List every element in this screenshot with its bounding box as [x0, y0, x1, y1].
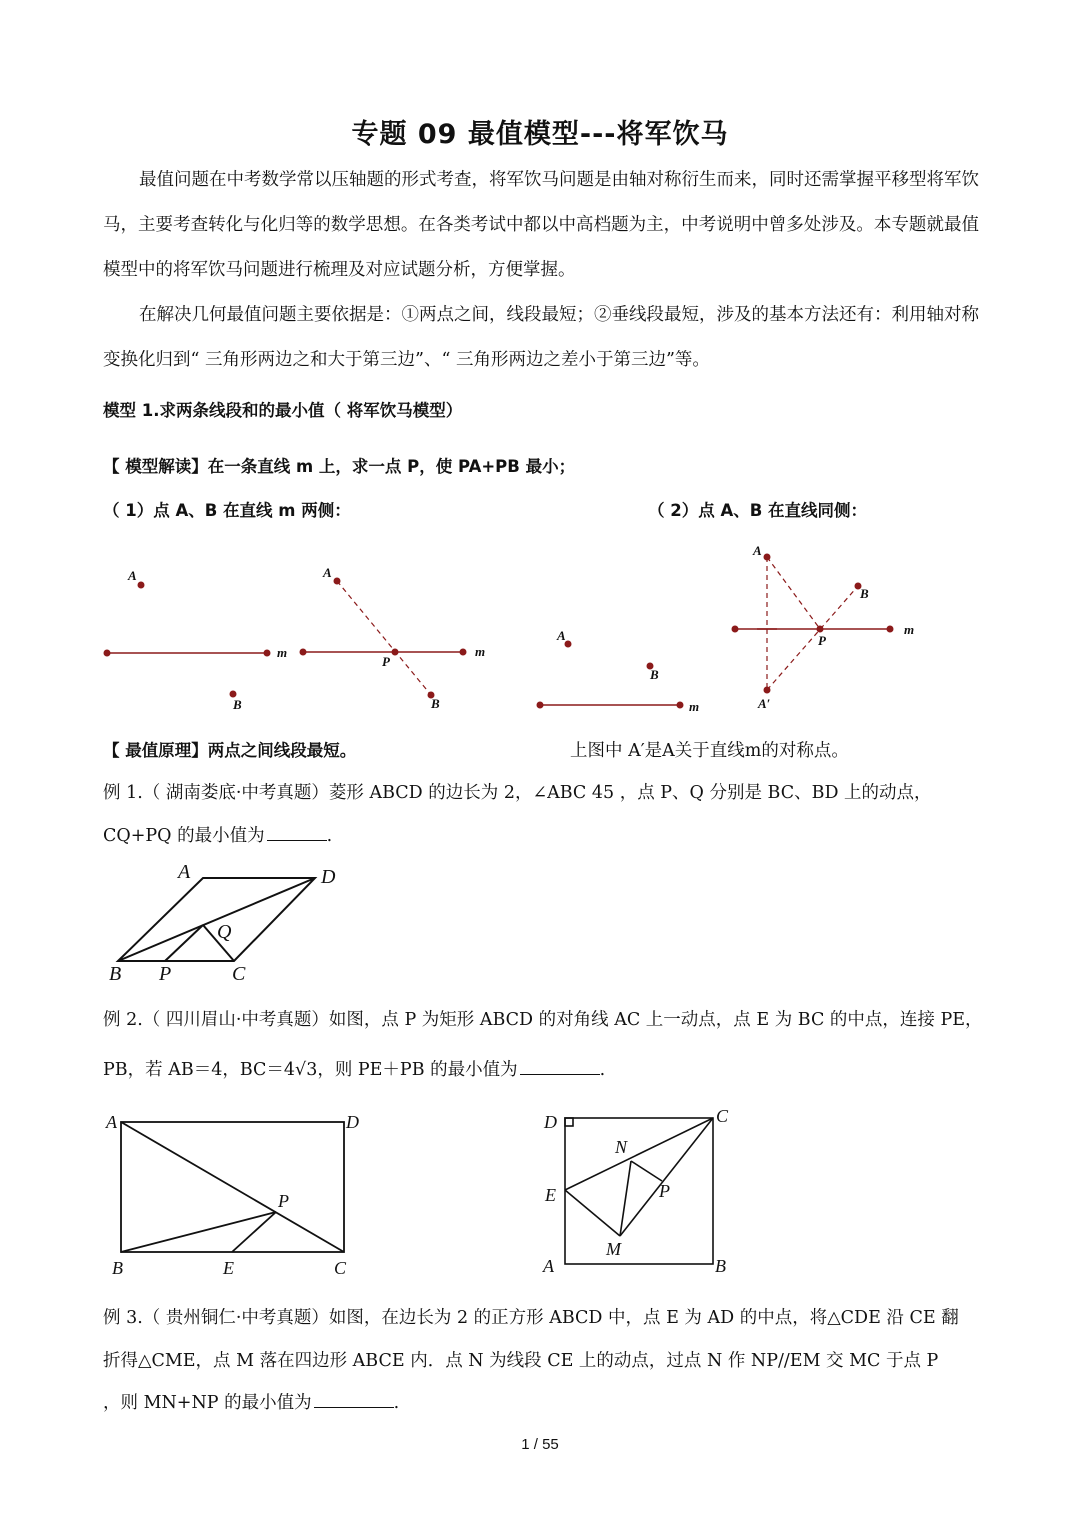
- model1-reading: 【 模型解读】在一条直线 m 上，求一点 P，使 PA+PB 最小；: [103, 457, 576, 476]
- answer-blank-1: [267, 822, 327, 841]
- page-title: 专题 09 最值模型---将军饮马: [351, 119, 729, 150]
- example2-period: .: [599, 1060, 606, 1080]
- ex3-label-n: N: [615, 1137, 628, 1157]
- fig1-label-a: A: [128, 568, 137, 583]
- case1-label: （ 1）点 A、B 在直线 m 两侧：: [103, 501, 351, 520]
- fig2-label-p: P: [382, 654, 390, 669]
- fig2-label-a: A: [323, 565, 332, 580]
- example3-square-diagram: [535, 1100, 745, 1280]
- example1-line1: 例 1.（ 湖南娄底·中考真题）菱形 ABCD 的边长为 2，∠ABC 45 ，点 P、Q 分别是 BC、BD 上的动点，: [103, 783, 932, 803]
- ex2-label-c: C: [334, 1258, 347, 1278]
- example2-line2-text: PB，若 AB＝4，BC＝4√3，则 PE＋PB 的最小值为: [103, 1060, 518, 1080]
- fig3-label-b: B: [650, 667, 659, 682]
- intro-paragraph-2: 在解决几何最值问题主要依据是：①两点之间，线段最短；②垂线段最短，涉及的基本方法还有：利用轴对称变换化归到“ 三角形两边之和大于第三边”、“ 三角形两边之差小于第三边”等。: [103, 305, 979, 370]
- fig4-label-b: B: [860, 586, 869, 601]
- example2-line2: [103, 1056, 605, 1081]
- answer-blank-2: [520, 1056, 600, 1075]
- fig2-label-m: m: [475, 644, 486, 659]
- ex2-label-b: B: [112, 1258, 123, 1278]
- example2-rectangle-diagram: [100, 1105, 380, 1285]
- example1-line2: [103, 822, 332, 847]
- fig4-label-m: m: [904, 622, 915, 637]
- ex3-label-c: C: [716, 1106, 729, 1126]
- ex1-label-q: Q: [217, 921, 232, 943]
- ex3-label-e: E: [545, 1185, 556, 1205]
- case2-label: （ 2）点 A、B 在直线同侧：: [648, 501, 868, 520]
- example2-line1: 例 2.（ 四川眉山·中考真题）如图，点 P 为矩形 ABCD 的对角线 AC 上一动点，点 E 为 BC 的中点，连接 PE，: [103, 1010, 983, 1030]
- example3-line2: 折得△CME，点 M 落在四边形 ABCE 内．点 N 为线段 CE 上的动点，过点 N 作 NP//EM 交 MC 于点 P: [103, 1351, 939, 1371]
- ex1-label-a: A: [178, 861, 191, 883]
- fig4-label-p: P: [818, 633, 826, 648]
- ex2-label-a: A: [106, 1112, 117, 1132]
- ex1-label-d: D: [321, 866, 336, 888]
- example3-line1: 例 3.（ 贵州铜仁·中考真题）如图，在边长为 2 的正方形 ABCD 中，点 E 为 AD 的中点，将△CDE 沿 CE 翻: [103, 1308, 959, 1328]
- intro-paragraph-1: 最值问题在中考数学常以压轴题的形式考查，将军饮马问题是由轴对称衍生而来，同时还需掌握平移型将军饮马，主要考查转化与化归等的数学思想。在各类考试中都以中高档题为主，中考说明中曾多处涉及。本专题就最值模型中的将军饮马问题进行梳理及对应试题分析，方便掌握。: [103, 170, 979, 280]
- example1-period: .: [326, 826, 333, 846]
- fig4-label-a-prime: A′: [758, 696, 771, 711]
- example3-line3-text: ，则 MN+NP 的最小值为: [103, 1393, 312, 1413]
- fig3-label-m: m: [689, 699, 700, 714]
- ex1-label-b: B: [109, 963, 122, 985]
- example1-line2-text: CQ+PQ 的最小值为: [103, 826, 265, 846]
- point-a: [138, 582, 144, 588]
- ex2-label-p: P: [278, 1191, 289, 1211]
- fig4-label-a: A: [753, 543, 762, 558]
- page-number: 1 / 55: [521, 1436, 559, 1453]
- ex1-label-p: P: [159, 963, 172, 985]
- ex3-label-a: A: [543, 1256, 554, 1276]
- model1-heading: 模型 1.求两条线段和的最小值（ 将军饮马模型）: [103, 401, 463, 420]
- ex3-label-m: M: [606, 1239, 621, 1259]
- ex3-label-d: D: [544, 1112, 557, 1132]
- ex1-label-c: C: [232, 963, 246, 985]
- model1-diagram: [95, 535, 985, 720]
- ex2-label-e: E: [223, 1258, 234, 1278]
- example3-period: .: [393, 1393, 400, 1413]
- ex3-label-p: P: [659, 1181, 670, 1201]
- ex3-label-b: B: [715, 1256, 726, 1276]
- example3-line3: [103, 1389, 399, 1414]
- fig2-label-b: B: [431, 696, 440, 711]
- principle-text: 【 最值原理】两点之间线段最短。: [103, 741, 357, 760]
- example1-rhombus-diagram: [105, 858, 355, 986]
- principle-note: 上图中 A′是A关于直线m的对称点。: [570, 741, 849, 761]
- fig1-label-m: m: [277, 645, 288, 660]
- fig3-label-a: A: [557, 628, 566, 643]
- fig1-label-b: B: [233, 697, 242, 712]
- answer-blank-3: [314, 1389, 394, 1408]
- ex2-label-d: D: [346, 1112, 359, 1132]
